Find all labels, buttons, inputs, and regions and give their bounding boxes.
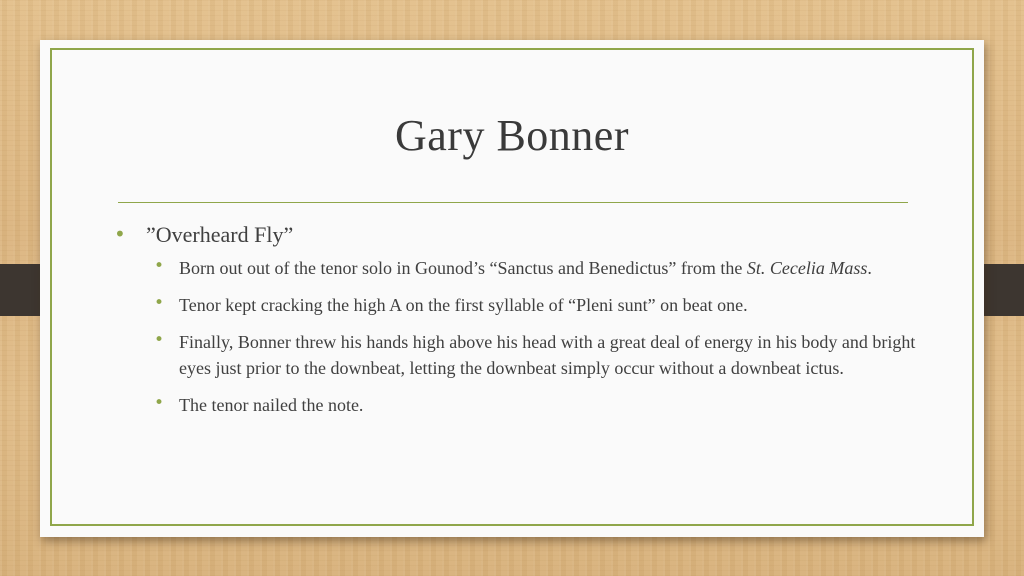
slide-content [114, 216, 918, 418]
bullet-dot-icon: • [154, 293, 165, 313]
title-divider [118, 202, 908, 203]
sub-bullet-text: The tenor nailed the note. [179, 395, 364, 415]
sub-bullet-text: Tenor kept cracking the high A on the first syllable of “Pleni sunt” on beat one. [179, 295, 748, 315]
sub-bullet-origin [118, 255, 918, 281]
sub-bullet-text: Finally, Bonner threw his hands high above his head with a great deal of energy in his body and bright eyes just prior to the downbeat, letting the downbeat simply occur without a downbeat ictus. [179, 332, 916, 378]
sub-bullet-italic-title: St. Cecelia Mass [746, 258, 868, 278]
slide [40, 40, 984, 537]
sub-bullet-bonner-gesture [118, 329, 918, 381]
bullet-text: ”Overheard Fly” [146, 222, 294, 247]
sub-bullet-text: Born out out of the tenor solo in Gounod’s “Sanctus and Benedictus” from the [179, 258, 747, 278]
slide-title: Gary Bonner [395, 111, 629, 160]
bullet-overheard-fly [114, 221, 918, 249]
sub-bullet-text-end: . [867, 258, 872, 278]
sub-bullet-tenor-nailed [118, 392, 918, 418]
bullet-dot-icon: • [154, 256, 165, 276]
bullet-dot-icon: • [154, 330, 165, 350]
bullet-dot-icon: • [114, 222, 126, 246]
bullet-dot-icon: • [154, 393, 165, 413]
sub-bullet-tenor-cracking [118, 292, 918, 318]
